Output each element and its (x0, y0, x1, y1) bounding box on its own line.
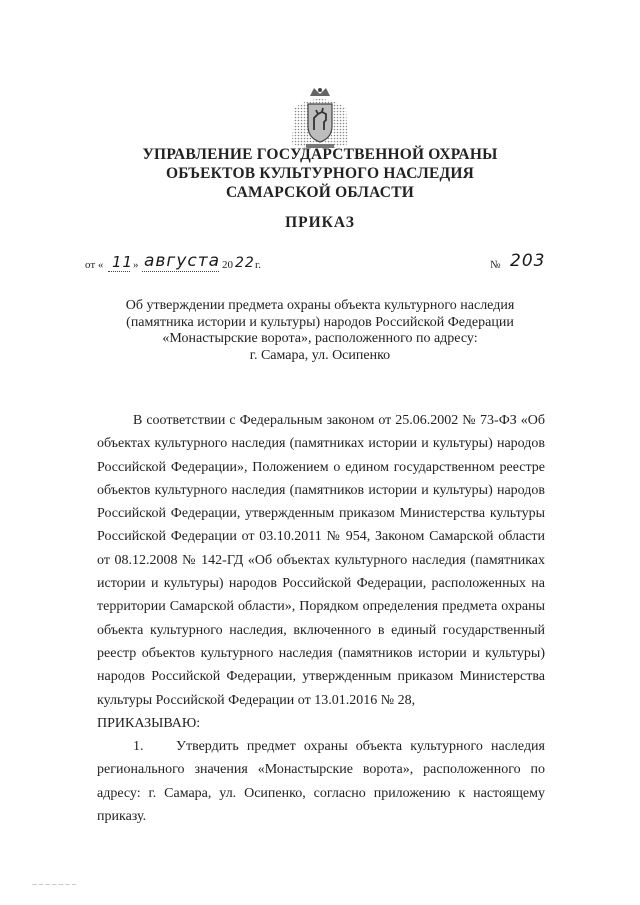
subject-line-2: (памятника истории и культуры) народов Российской Федерации (126, 314, 514, 330)
command-word: ПРИКАЗЫВАЮ: (97, 715, 201, 731)
date-separator: » (133, 259, 139, 271)
preamble-paragraph: В соответствии с Федеральным законом от 25.06.2002 № 73-ФЗ «Об объектах культурного наследия (памятниках истории и культуры) народов Российской Федерации», Положением о едином государственном реестре объектов культурного наследия (памятников истории и культуры) народов Российской Федерации, утвержденным приказом Министерства культуры Российской Федерации от 03.10.2011 № 954, Законом Самарской области от 08.12.2008 № 142-ГД «Об объектах культурного наследия (памятниках истории и культуры) народов Российской Федерации, расположенных на территории Самарской области», Порядком определения предмета охраны объекта культурного наследия, включенного в единый государственный реестр объектов культурного наследия (памятников истории и культуры) народов Российской Федерации, утвержденным приказом Министерства культуры Российской Федерации от 13.01.2016 № 28, (97, 413, 545, 708)
agency-name-line-3: САМАРСКОЙ ОБЛАСТИ (225, 184, 414, 201)
order-item-1: 1. Утвердить предмет охраны объекта культурного наследия регионального значения «Монастырские ворота», расположенного по адресу: г. Самара, ул. Осипенко, согласно приложению к настоящему приказу. (97, 739, 545, 825)
coat-of-arms-emblem (288, 86, 352, 154)
date-suffix: г. (255, 259, 262, 271)
agency-name-line-2: ОБЪЕКТОВ КУЛЬТУРНОГО НАСЛЕДИЯ (165, 165, 475, 182)
date-year-prefix: 20 (222, 259, 233, 271)
order-number (490, 252, 560, 276)
order-body (97, 409, 545, 828)
order-date (85, 252, 285, 276)
order-subject (100, 298, 540, 364)
subject-line-3: «Монастырские ворота», расположенного по адресу: (162, 331, 478, 346)
date-month: августа (144, 251, 221, 271)
number-sign: № (490, 259, 501, 271)
number-value: 203 (510, 251, 546, 271)
scan-footer-mark: — — — — — — — (32, 882, 77, 888)
date-year: 22 (235, 255, 255, 271)
subject-line-1: Об утверждении предмета охраны объекта культурного наследия (125, 298, 515, 313)
date-day: 11 (112, 253, 134, 271)
date-prefix: от « (85, 259, 104, 271)
agency-name-line-1: УПРАВЛЕНИЕ ГОСУДАРСТВЕННОЙ ОХРАНЫ (142, 146, 498, 163)
document-title: ПРИКАЗ (285, 214, 355, 231)
subject-line-4: г. Самара, ул. Осипенко (249, 347, 391, 363)
